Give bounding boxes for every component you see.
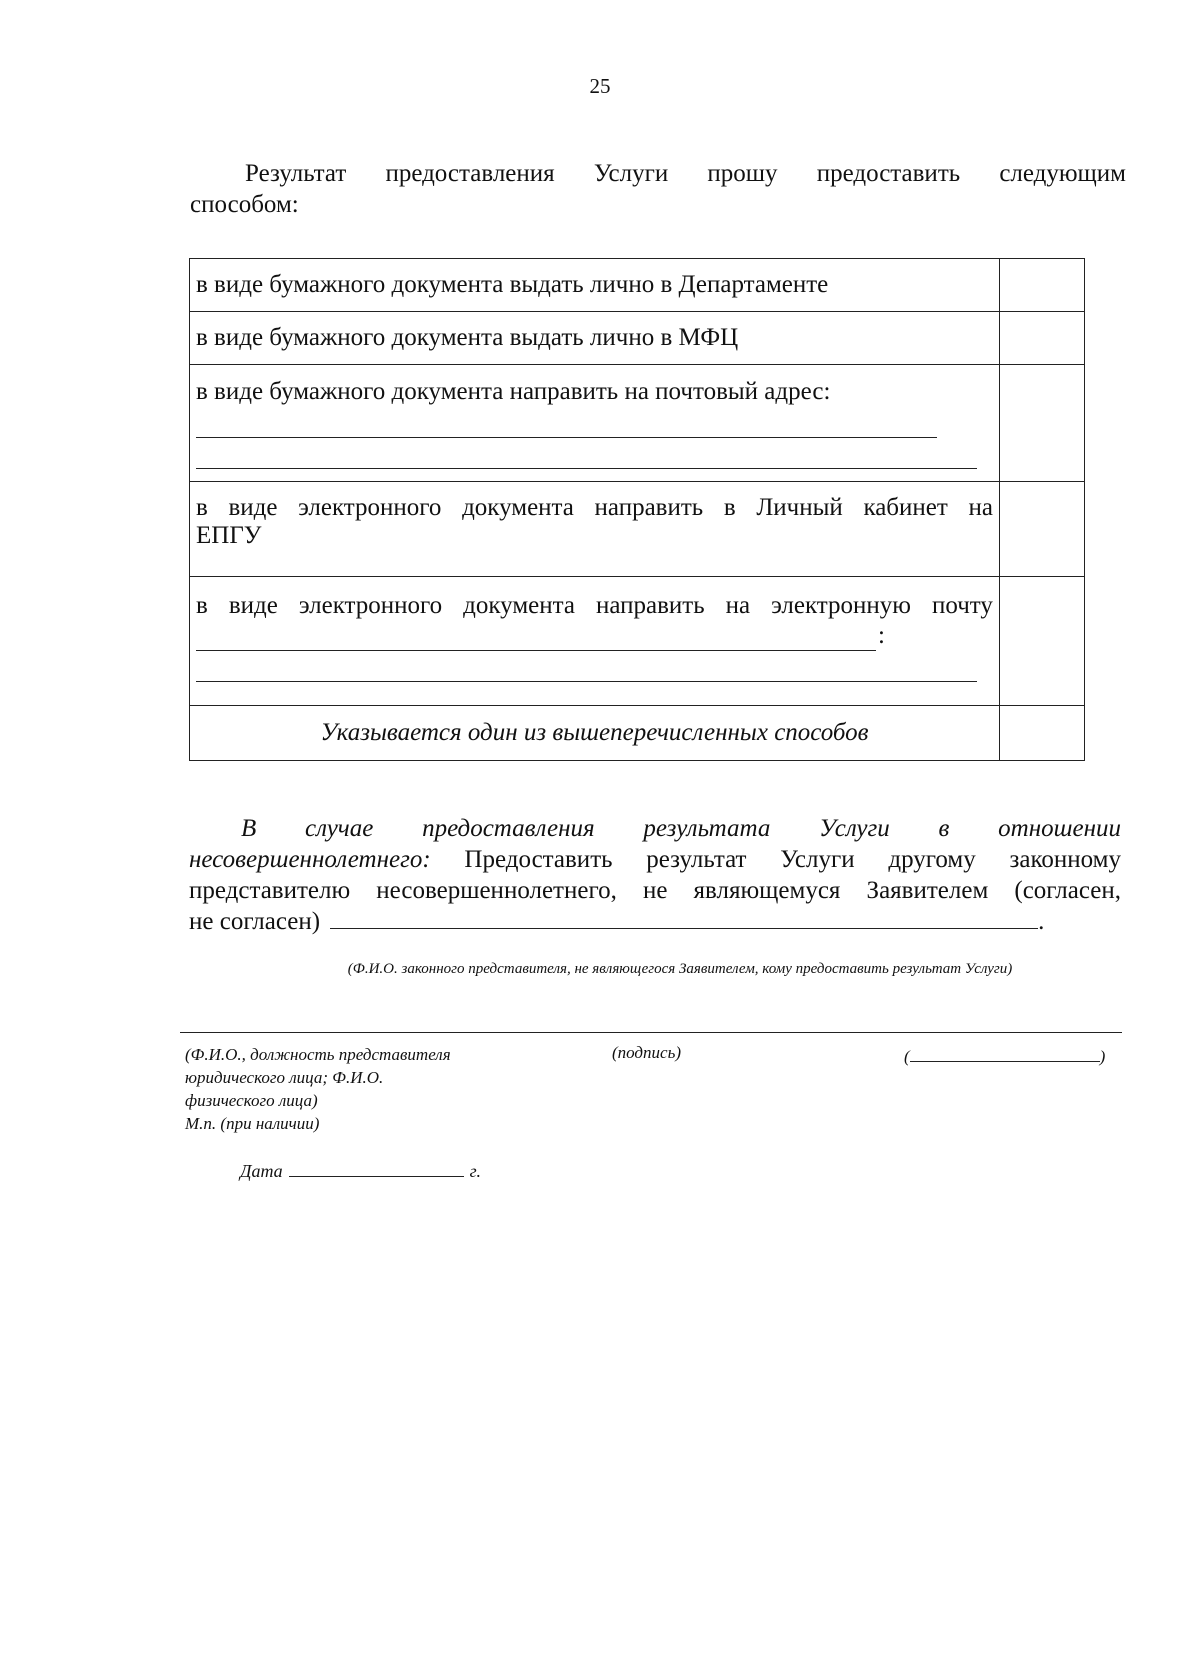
option-note-box (1000, 706, 1085, 761)
intro-paragraph (190, 158, 1126, 220)
option-checkbox-mfc[interactable] (1000, 312, 1085, 365)
option-label: в виде бумажного документа выдать лично в МФЦ (190, 312, 1000, 365)
option-row-epgu (190, 482, 1085, 577)
option-checkbox-department[interactable] (1000, 259, 1085, 312)
postal-address-field-2[interactable] (196, 438, 977, 469)
postal-address-field[interactable] (196, 407, 937, 438)
minor-line-3: представителю несовершеннолетнего, не являющемуся Заявителем (согласен, (189, 877, 1121, 904)
word: прошу (707, 160, 778, 187)
signature-name-field[interactable]: ( ) (904, 1043, 1105, 1067)
date-field: Дата г. (240, 1158, 481, 1182)
minor-line-1: В случае предоставления результата Услуги в отношении (241, 815, 1121, 842)
option-checkbox-email[interactable] (1000, 577, 1085, 706)
page-number: 25 (589, 74, 611, 98)
date-blank[interactable] (289, 1158, 464, 1177)
option-row-department (190, 259, 1085, 312)
word: следующим (999, 160, 1126, 187)
option-label: в виде электронного документа направить на электронную почту : (190, 577, 1000, 706)
intro-line-1 (190, 158, 1126, 189)
intro-line-2: способом: (190, 191, 299, 218)
minor-line-2: несовершеннолетнего: Предоставить результат Услуги другому законному (189, 846, 1121, 873)
option-row-email (190, 577, 1085, 706)
option-label: в виде бумажного документа выдать лично в Департаменте (190, 259, 1000, 312)
signature-name-blank[interactable] (910, 1043, 1100, 1062)
minor-line-4: не согласен) . (189, 908, 1045, 935)
option-checkbox-postal[interactable] (1000, 365, 1085, 482)
signatory-label: (Ф.И.О., должность представителя юридического лица; Ф.И.О. физического лица) М.п. (при наличии) (185, 1045, 451, 1133)
word: Услуги (593, 160, 669, 187)
option-row-mfc (190, 312, 1085, 365)
representative-name-field[interactable] (330, 906, 1038, 929)
option-note: Указывается один из вышеперечисленных способов (190, 706, 1000, 761)
option-row-postal (190, 365, 1085, 482)
option-label: в виде электронного документа направить в Личный кабинет на ЕПГУ (190, 482, 1000, 577)
option-label: в виде бумажного документа направить на почтовый адрес: (190, 365, 1000, 482)
option-note-row (190, 706, 1085, 761)
minor-paragraph (189, 813, 1121, 937)
signature-label: (подпись) (612, 1043, 681, 1062)
option-checkbox-epgu[interactable] (1000, 482, 1085, 577)
delivery-options-table (189, 258, 1085, 761)
email-field[interactable] (196, 626, 876, 651)
email-field-2[interactable] (196, 651, 977, 682)
word: Результат (245, 160, 347, 187)
word: предоставить (816, 160, 961, 187)
word: предоставления (385, 160, 555, 187)
representative-caption: (Ф.И.О. законного представителя, не являющегося Заявителем, кому предоставить результат Услуги) (347, 961, 1013, 977)
signature-rule (180, 1032, 1122, 1033)
